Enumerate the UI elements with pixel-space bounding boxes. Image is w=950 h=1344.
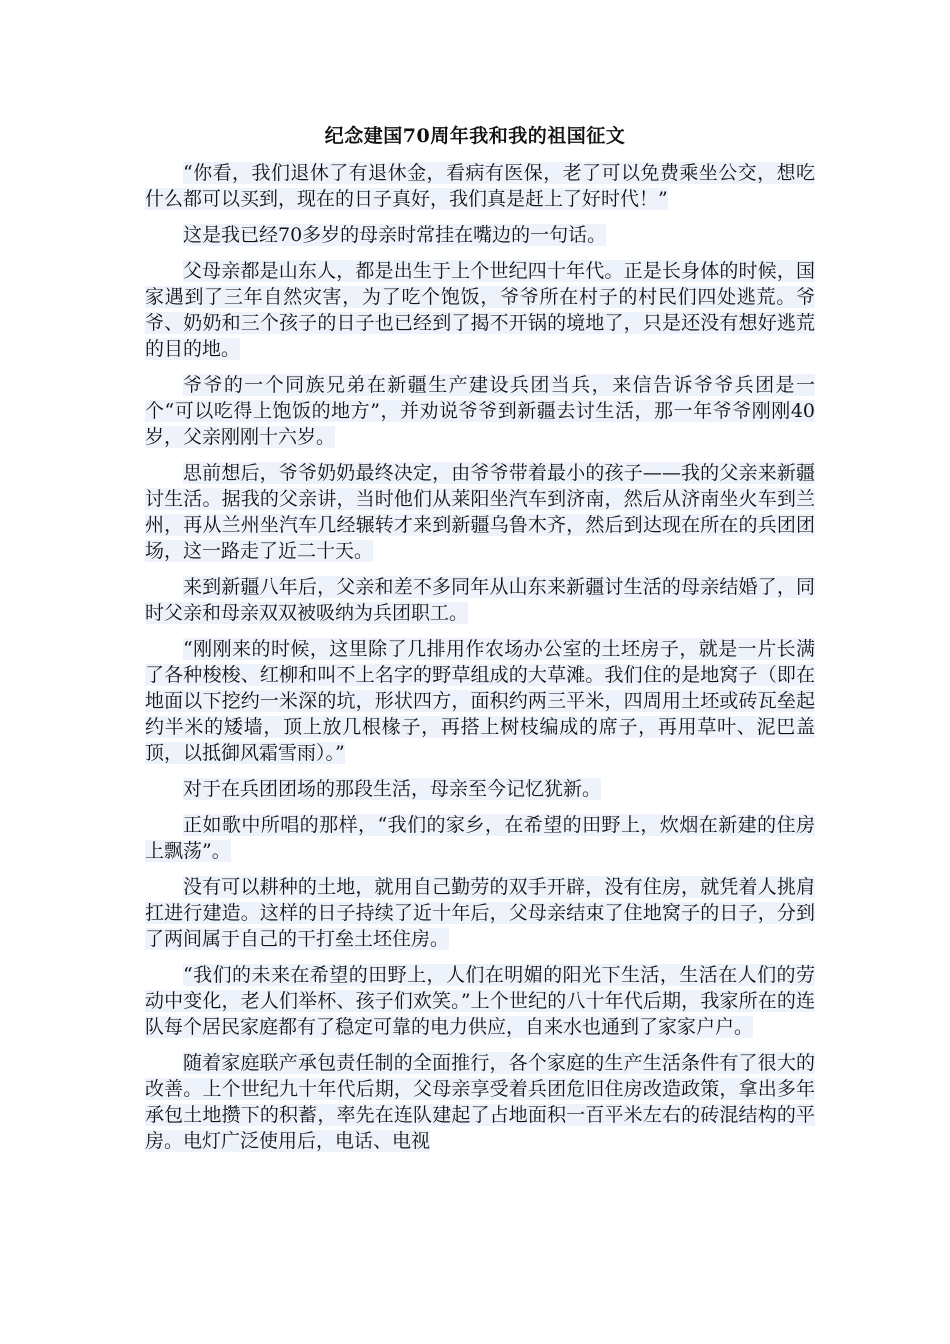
paragraph — [145, 776, 815, 802]
paragraph — [145, 258, 815, 362]
paragraph — [145, 1050, 815, 1154]
paragraph — [145, 812, 815, 864]
paragraph — [145, 372, 815, 450]
paragraph-text: 对于在兵团团场的那段生活，母亲至今记忆犹新。 — [183, 778, 602, 800]
paragraph-text: “刚刚来的时候，这里除了几排用作农场办公室的土坯房子，就是一片长满了各种梭梭、红柳和叫不上名字的野草组成的大草滩。我们住的是地窝子（即在地面以下挖约一米深的坑，形状四方，面积约两三平米，四周用土坯或砖瓦垒起约半米的矮墙，顶上放几根椽子，再搭上树枝编成的席子，再用草叶、泥巴盖顶，以抵御风霜雪雨）。” — [145, 638, 815, 764]
paragraph-text: 这是我已经70多岁的母亲时常挂在嘴边的一句话。 — [183, 224, 607, 246]
paragraph-text: “我们的未来在希望的田野上，人们在明媚的阳光下生活，生活在人们的劳动中变化，老人们举杯、孩子们欢笑。”上个世纪的八十年代后期，我家所在的连队每个居民家庭都有了稳定可靠的电力供应，自来水也通到了家家户户。 — [145, 964, 815, 1038]
paragraph-text: 思前想后，爷爷奶奶最终决定，由爷爷带着最小的孩子——我的父亲来新疆讨生活。据我的父亲讲，当时他们从莱阳坐汽车到济南，然后从济南坐火车到兰州，再从兰州坐汽车几经辗转才来到新疆乌鲁木齐，然后到达现在所在的兵团团场，这一路走了近二十天。 — [145, 462, 815, 562]
paragraph — [145, 160, 815, 212]
paragraph-text: “你看，我们退休了有退休金，看病有医保，老了可以免费乘坐公交，想吃什么都可以买到，现在的日子真好，我们真是赶上了好时代！” — [145, 162, 815, 210]
paragraph — [145, 460, 815, 564]
paragraph — [145, 222, 815, 248]
paragraph — [145, 874, 815, 952]
paragraph-text: 父母亲都是山东人，都是出生于上个世纪四十年代。正是长身体的时候，国家遇到了三年自然灾害，为了吃个饱饭，爷爷所在村子的村民们四处逃荒。爷爷、奶奶和三个孩子的日子也已经到了揭不开锅的境地了，只是还没有想好逃荒的目的地。 — [145, 260, 815, 360]
document-body — [145, 160, 815, 1164]
document-title: 纪念建国70周年我和我的祖国征文 — [324, 125, 626, 147]
paragraph-text: 爷爷的一个同族兄弟在新疆生产建设兵团当兵，来信告诉爷爷兵团是一个“可以吃得上饱饭的地方”，并劝说爷爷到新疆去讨生活，那一年爷爷刚刚40岁，父亲刚刚十六岁。 — [145, 374, 815, 448]
paragraph-text: 随着家庭联产承包责任制的全面推行，各个家庭的生产生活条件有了很大的改善。上个世纪九十年代后期，父母亲享受着兵团危旧住房改造政策，拿出多年承包土地攒下的积蓄，率先在连队建起了占地面积一百平米左右的砖混结构的平房。电灯广泛使用后，电话、电视 — [145, 1052, 815, 1152]
paragraph — [145, 574, 815, 626]
paragraph — [145, 636, 815, 766]
paragraph — [145, 962, 815, 1040]
paragraph-text: 没有可以耕种的土地，就用自己勤劳的双手开辟，没有住房，就凭着人挑肩扛进行建造。这样的日子持续了近十年后，父母亲结束了住地窝子的日子，分到了两间属于自己的干打垒土坯住房。 — [145, 876, 815, 950]
paragraph-text: 正如歌中所唱的那样，“我们的家乡，在希望的田野上，炊烟在新建的住房上飘荡”。 — [145, 814, 815, 862]
paragraph-text: 来到新疆八年后，父亲和差不多同年从山东来新疆讨生活的母亲结婚了，同时父亲和母亲双双被吸纳为兵团职工。 — [145, 576, 815, 624]
